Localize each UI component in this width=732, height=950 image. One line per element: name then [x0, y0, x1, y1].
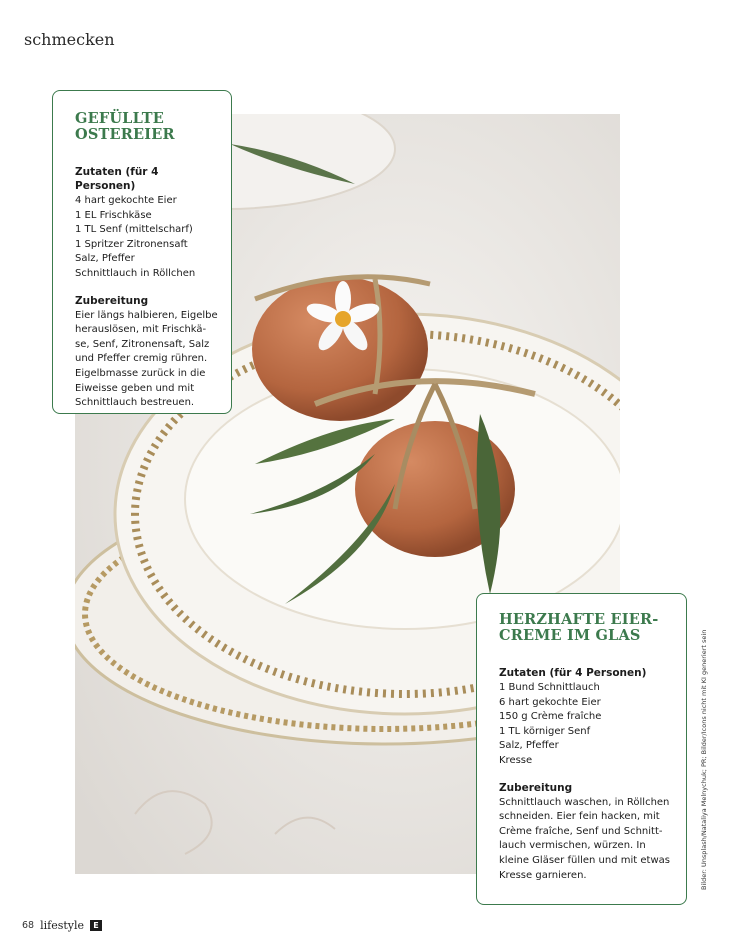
ingredient-item: 150 g Crème fraîche: [499, 711, 602, 723]
ingredient-item: Salz, Pfeffer: [75, 253, 135, 265]
ingredient-item: 1 TL Senf (mittelscharf): [75, 224, 193, 236]
ingredient-item: 6 hart gekochte Eier: [499, 696, 601, 708]
ingredient-item: Schnittlauch in Röllchen: [75, 267, 196, 279]
ingredient-item: 4 hart gekochte Eier: [75, 195, 177, 206]
prep-text: Schnittlauch waschen, in Röllchen schneiden. Eier fein hacken, mit Crème fraîche, Senf und Schnitt- lauch vermischen, würzen. In kleine Gläser füllen und mit etwas Kresse garnieren.: [499, 796, 670, 881]
recipe-card-eiercreme: [476, 593, 687, 905]
ingredients-list: [499, 681, 674, 769]
ingredient-item: Kresse: [499, 754, 533, 766]
ingredients-heading: Zutaten (für 4 Personen): [75, 166, 159, 192]
ingredients-heading: Zutaten (für 4 Personen): [499, 667, 647, 679]
page-number: 68: [22, 920, 35, 931]
ingredient-item: 1 Spritzer Zitronensaft: [75, 238, 188, 250]
recipe-title: HERZHAFTE EIER- CREME IM GLAS: [499, 611, 659, 644]
recipe-card-gefuellte-ostereier: [52, 90, 232, 414]
prep-heading: Zubereitung: [499, 781, 573, 794]
brand-logo-icon: E: [90, 920, 102, 931]
photo-credit: Bilder: Unsplash/Nataliya Melnychuk; PR; Bilder/Icons nicht mit KI generiert sein: [700, 629, 708, 890]
recipe-title: GEFÜLLTE OSTEREIER: [75, 110, 175, 143]
prep-text: Eier längs halbieren, Eigelbe herauslösen, mit Frischkä- se, Senf, Zitronensaft, Salz und Pfeffer cremig rühren. Eigelbmasse zurück in die Eiweisse geben und mit Schnittlauch bestreuen.: [75, 309, 218, 409]
ingredients-list: [75, 194, 221, 282]
prep-heading: Zubereitung: [75, 294, 149, 307]
page-footer: [22, 919, 102, 932]
ingredient-item: 1 TL körniger Senf: [499, 725, 591, 737]
ingredient-item: 1 EL Frischkäse: [75, 209, 152, 221]
magazine-brand: lifestyle: [40, 919, 85, 932]
section-label: schmecken: [24, 30, 115, 49]
ingredient-item: 1 Bund Schnittlauch: [499, 682, 600, 693]
ingredient-item: Salz, Pfeffer: [499, 740, 559, 752]
